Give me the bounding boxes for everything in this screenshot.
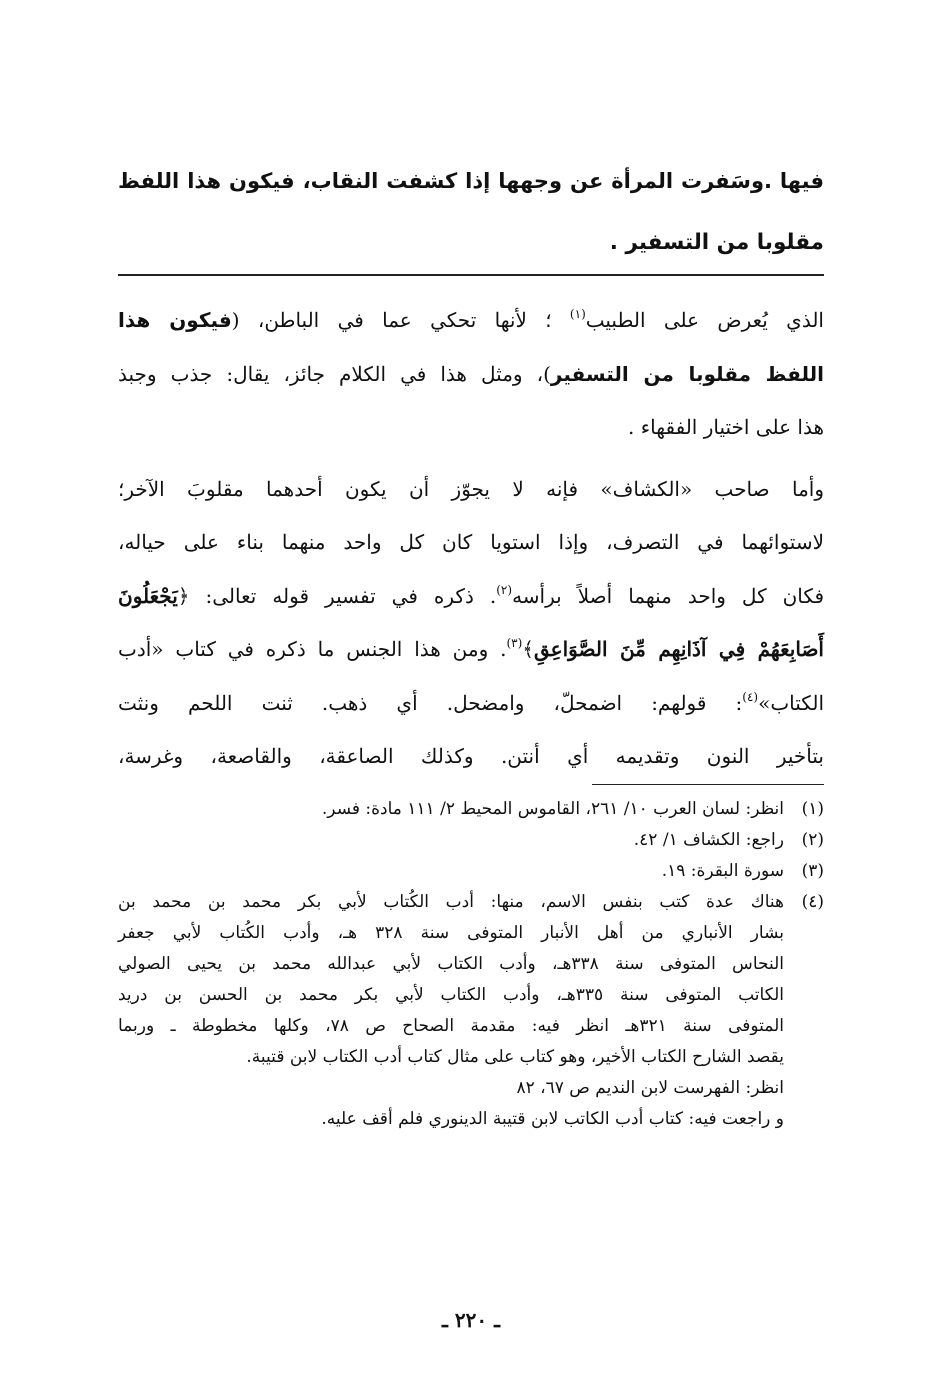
commentary-line (118, 677, 824, 731)
footnote-line: هناك عدة كتب بنفس الاسم، منها: أدب الكُتاب لأبي بكر محمد بن محمد بن (118, 892, 784, 912)
commentary-line (118, 294, 824, 348)
footnote-line: سورة البقرة: ١٩. (661, 861, 784, 881)
commentary-line: لاستوائهما في التصرف، وإذا استويا كان كل واحد منهما بناء على حياله، (118, 530, 824, 554)
commentary-text: فكان كل واحد منهما أصلاً برأسه (512, 583, 825, 608)
main-text-line: مقلوبا من التسفير . (609, 230, 824, 255)
quran-verse: أَصَابِعَهُمْ فِي آذَانِهِم مِّنَ الصَّوَاعِقِ (534, 637, 824, 661)
footnotes (118, 794, 824, 1135)
main-text-line: فيها .وسَفرت المرأة عن وجهها إذا كشفت النقاب، فيكون هذا اللفظ (118, 169, 824, 193)
footnote-line: الكاتب المتوفى سنة ٣٣٥هـ، وأدب الكتاب لأبي بكر محمد بن الحسن بن دريد (118, 985, 784, 1005)
commentary-line (118, 623, 824, 677)
footnote-line: و راجعت فيه: كتاب أدب الكاتب لابن قتيبة الدينوري فلم أقف عليه. (321, 1109, 784, 1129)
quran-bracket: ﴾ (522, 637, 534, 661)
commentary-line (118, 570, 824, 624)
commentary-text: ؛ لأنها تحكي عما في الباطن، ( (231, 308, 570, 332)
commentary-line (118, 348, 824, 402)
footnote-line: راجع: الكشاف ١/ ٤٢. (633, 830, 784, 850)
commentary (118, 294, 824, 784)
commentary-text: )، ومثل هذا في الكلام جائز، يقال: جذب وجبذ (118, 361, 551, 386)
page-number: ـ ٢٢٠ ـ (442, 1308, 500, 1332)
footnote-line: النحاس المتوفى سنة ٣٣٨هـ، وأدب الكتاب لأبي عبدالله محمد بن يحيى الصولي (118, 954, 784, 974)
footnote-ref[interactable]: (١) (569, 307, 586, 321)
footnote-ref[interactable]: (٤) (742, 689, 759, 704)
commentary-text: . ومن هذا الجنس ما ذكره في كتاب «أدب (118, 637, 507, 661)
book-page (118, 0, 824, 1377)
commentary-line: وأما صاحب «الكشاف» فإنه لا يجوّز أن يكون أحدهما مقلوبَ الآخر؛ (118, 476, 824, 501)
main-divider (118, 274, 824, 276)
footnote (118, 887, 824, 1135)
footnote-ref[interactable]: (٢) (496, 582, 513, 597)
quoted-text: اللفظ مقلوبا من التسفير (550, 361, 824, 386)
quoted-text: فيكون هذا (118, 308, 232, 332)
footnote-line: يقصد الشارح الكتاب الأخير، وهو كتاب على مثال كتاب أدب الكتاب لابن قتيبة. (246, 1047, 784, 1067)
commentary-text: . ذكره في تفسير قوله تعالى: ﴿ (177, 583, 497, 608)
footnote (118, 794, 824, 825)
footnote-number: (٢) (801, 830, 824, 850)
footnote (118, 856, 824, 887)
commentary-text: الكتاب» (758, 690, 824, 715)
commentary-text: الذي يُعرض على الطبيب (585, 308, 824, 332)
footnote-divider (592, 784, 824, 785)
footnote-number: (٣) (801, 861, 824, 881)
commentary-line: بتأخير النون وتقديمه أي أنتن. وكذلك الصاعقة، والقاصعة، وغرسة، (118, 744, 824, 768)
footnote-ref[interactable]: (٣) (506, 636, 523, 650)
commentary-text: : قولهم: اضمحلّ، وامضحل. أي ذهب. ثنت اللحم ونثت (118, 690, 743, 715)
footnote-number: (١) (801, 799, 824, 819)
footnote-number: (٤) (801, 892, 824, 912)
main-text (118, 150, 824, 274)
commentary-line: هذا على اختيار الفقهاء . (628, 415, 824, 439)
footnote (118, 825, 824, 856)
footnote-line: انظر: لسان العرب ١٠/ ٢٦١، القاموس المحيط ٢/ ١١١ مادة: فسر. (321, 799, 784, 819)
footnote-line: انظر: الفهرست لابن النديم ص ٦٧، ٨٢ (516, 1078, 784, 1098)
footnote-line: المتوفى سنة ٣٢١هـ انظر فيه: مقدمة الصحاح ص ٧٨، وكلها مخطوطة ـ وربما (118, 1016, 785, 1036)
quran-verse: يَجْعَلُونَ (118, 583, 178, 608)
footnote-line: بشار الأنباري من أهل الأنبار المتوفى سنة ٣٢٨ هـ، وأدب الكُتاب لأبي جعفر (118, 923, 784, 943)
